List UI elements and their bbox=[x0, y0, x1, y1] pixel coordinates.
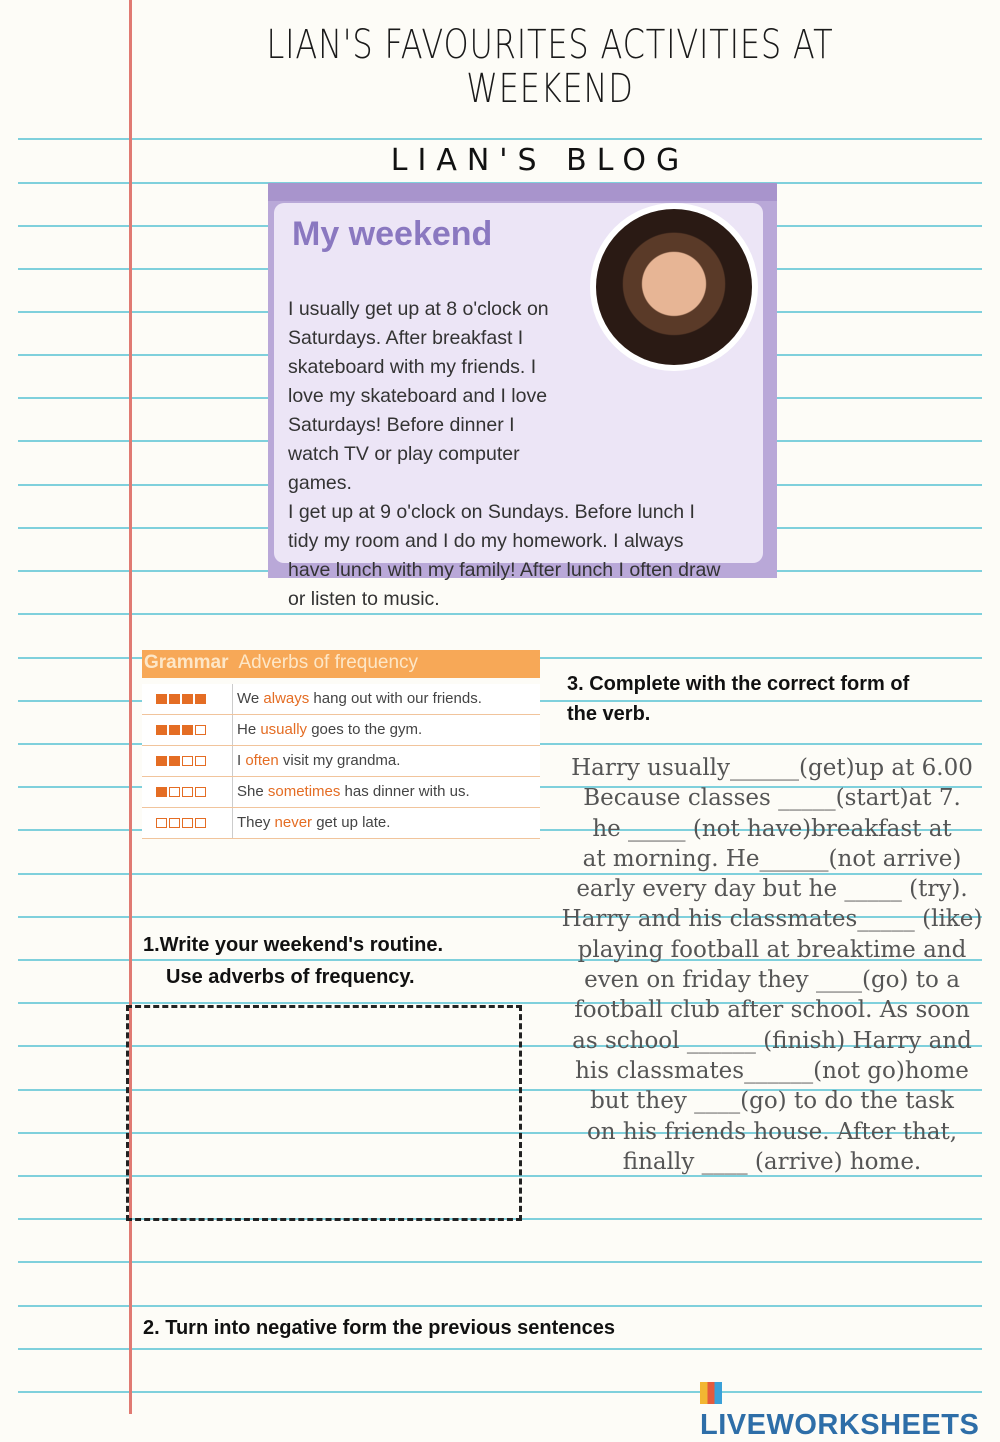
adverb: sometimes bbox=[267, 783, 341, 800]
sentence-start: I bbox=[237, 752, 246, 769]
frequency-box bbox=[182, 818, 193, 828]
grammar-row bbox=[142, 684, 540, 715]
frequency-indicator-icon bbox=[156, 787, 214, 798]
adverb: always bbox=[263, 690, 310, 707]
sentence-end: has dinner with us. bbox=[340, 783, 470, 800]
exercise-3-text: Harry usually______(get)up at 6.00 Because classes _____(start)at 7. he _____ (not have)breakfast at at morning. He______(not arrive) early every day but he _____ (try). Harry and his classmates_____ (like) playing football at breaktime and even on friday they ____(go) to a football club after school. As soon as school ______ (finish) Harry and his classmates______(not go)home but they ____(go) to do the task on his friends house. After that, finally ____ (arrive) home. bbox=[561, 755, 983, 1175]
sentence-start: We bbox=[237, 690, 264, 707]
blog-content bbox=[274, 203, 763, 610]
grammar-divider bbox=[232, 715, 233, 745]
grammar-table bbox=[142, 650, 540, 839]
frequency-box bbox=[156, 787, 167, 797]
blog-heading: My weekend bbox=[292, 215, 493, 253]
question-1-line-1: 1.Write your weekend's routine. bbox=[143, 934, 444, 956]
blog-paragraph-1: I usually get up at 8 o'clock on Saturdays. After breakfast I skateboard with my friends. I love my skateboard and I love Saturdays! Before dinner I watch TV or play computer games. bbox=[288, 298, 549, 494]
grammar-sentence bbox=[237, 684, 482, 714]
sentence-end: get up late. bbox=[312, 814, 391, 831]
grammar-sentence bbox=[237, 808, 390, 838]
grammar-divider bbox=[232, 808, 233, 838]
question-3-line-2: the verb. bbox=[567, 703, 651, 725]
frequency-box bbox=[182, 756, 193, 766]
grammar-sentence bbox=[237, 715, 422, 745]
grammar-row bbox=[142, 777, 540, 808]
sentence-end: visit my grandma. bbox=[278, 752, 401, 769]
ruled-line bbox=[18, 138, 982, 140]
frequency-box bbox=[195, 725, 206, 735]
frequency-box bbox=[156, 725, 167, 735]
ruled-line bbox=[18, 1348, 982, 1350]
frequency-box bbox=[195, 694, 206, 704]
logo-icon bbox=[700, 1382, 722, 1404]
grammar-sentence bbox=[237, 777, 470, 807]
liveworksheets-logo bbox=[700, 1376, 1000, 1442]
adverb: never bbox=[274, 814, 313, 831]
grammar-divider bbox=[232, 684, 233, 714]
blog-topbar bbox=[268, 183, 777, 201]
frequency-box bbox=[169, 756, 180, 766]
grammar-divider bbox=[232, 777, 233, 807]
frequency-box bbox=[169, 725, 180, 735]
ruled-line bbox=[18, 1261, 982, 1263]
frequency-box bbox=[195, 756, 206, 766]
frequency-box bbox=[169, 818, 180, 828]
grammar-header bbox=[142, 650, 540, 678]
answer-box-question-1[interactable] bbox=[126, 1005, 522, 1221]
question-2: 2. Turn into negative form the previous sentences bbox=[143, 1317, 615, 1339]
grammar-row bbox=[142, 808, 540, 839]
blog-card bbox=[268, 183, 777, 610]
sentence-start: She bbox=[237, 783, 268, 800]
logo-text: LIVEWORKSHEETS bbox=[700, 1409, 980, 1441]
grammar-sentence bbox=[237, 746, 400, 776]
page-title-line-2: WEEKEND bbox=[466, 66, 634, 112]
frequency-box bbox=[156, 756, 167, 766]
frequency-box bbox=[156, 818, 167, 828]
frequency-indicator-icon bbox=[156, 756, 214, 767]
adverb: often bbox=[245, 752, 279, 769]
frequency-indicator-icon bbox=[156, 725, 214, 736]
frequency-indicator-icon bbox=[156, 818, 214, 829]
frequency-box bbox=[156, 694, 167, 704]
adverb: usually bbox=[260, 721, 308, 738]
sentence-end: hang out with our friends. bbox=[309, 690, 482, 707]
sentence-start: They bbox=[237, 814, 275, 831]
frequency-indicator-icon bbox=[156, 694, 214, 705]
sentence-end: goes to the gym. bbox=[307, 721, 423, 738]
frequency-box bbox=[182, 787, 193, 797]
frequency-box bbox=[182, 725, 193, 735]
blog-title: LIAN'S BLOG bbox=[390, 143, 690, 178]
grammar-label: Grammar bbox=[144, 652, 229, 673]
frequency-box bbox=[182, 694, 193, 704]
frequency-box bbox=[195, 818, 206, 828]
frequency-box bbox=[169, 787, 180, 797]
blog-paragraph-2: I get up at 9 o'clock on Sundays. Before lunch I tidy my room and I do my homework. I always have lunch with my family! After lunch I often draw or listen to music. bbox=[288, 501, 721, 610]
frequency-box bbox=[169, 694, 180, 704]
question-1-line-2: Use adverbs of frequency. bbox=[166, 966, 415, 988]
question-3-line-1: 3. Complete with the correct form of bbox=[567, 673, 910, 695]
grammar-subtitle: Adverbs of frequency bbox=[238, 652, 419, 673]
grammar-divider bbox=[232, 746, 233, 776]
sentence-start: He bbox=[237, 721, 261, 738]
blog-text bbox=[288, 295, 768, 617]
page-title-line-1: LIAN'S FAVOURITES ACTIVITIES AT bbox=[266, 22, 834, 68]
frequency-box bbox=[195, 787, 206, 797]
ruled-line bbox=[18, 1305, 982, 1307]
grammar-row bbox=[142, 746, 540, 777]
grammar-row bbox=[142, 715, 540, 746]
